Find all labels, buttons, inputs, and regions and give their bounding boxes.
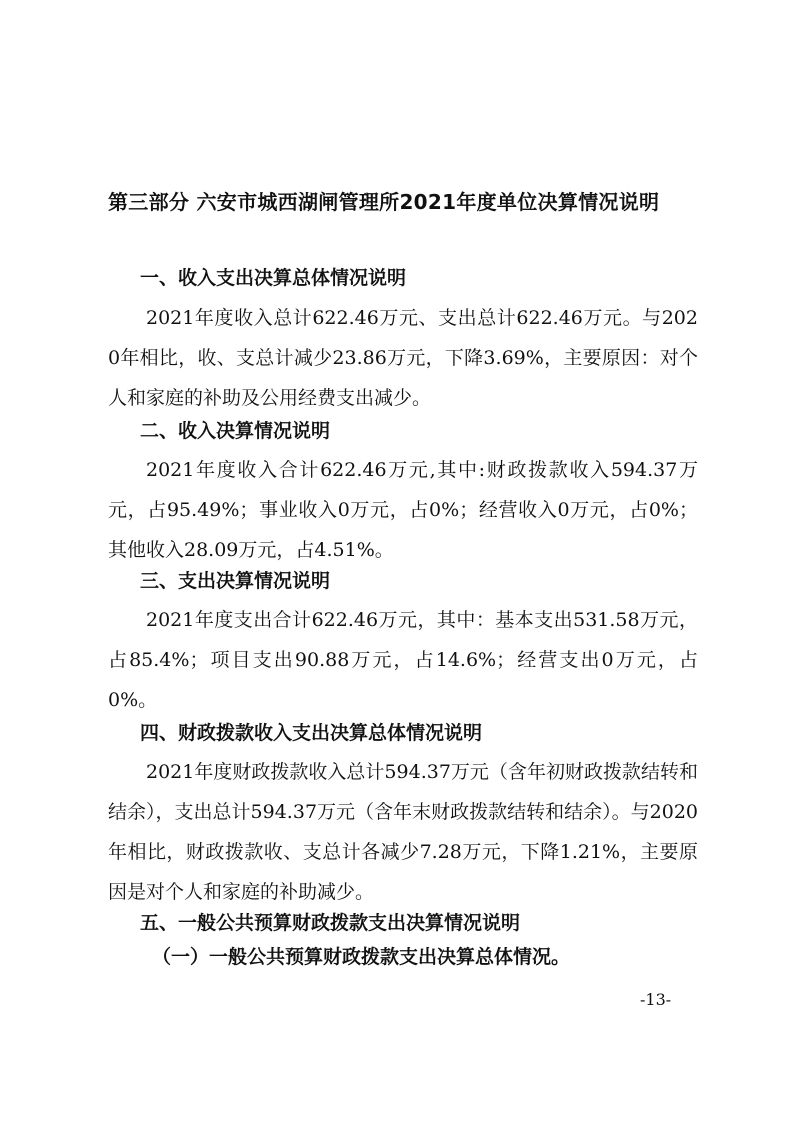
section-heading-5: 五、一般公共预算财政拨款支出决算情况说明 bbox=[140, 912, 521, 934]
subsection-heading: （一）一般公共预算财政拨款支出决算总体情况。 bbox=[152, 946, 571, 968]
section-paragraph-1: 2021年度收入总计622.46万元、支出总计622.46万元。与2020年相比，收、支总计减少23.86万元，下降3.69%，主要原因：对个人和家庭的补助及公用经费支出减少。 bbox=[108, 307, 698, 409]
section-heading-1: 一、收入支出决算总体情况说明 bbox=[140, 267, 407, 289]
section-heading-2: 二、收入决算情况说明 bbox=[140, 420, 331, 442]
section-paragraph-4: 2021年度财政拨款收入总计594.37万元（含年初财政拨款结转和结余），支出总计594.37万元（含年末财政拨款结转和结余）。与2020年相比，财政拨款收、支总计各减少7.28万元，下降1.21%，主要原因是对个人和家庭的补助减少。 bbox=[108, 761, 698, 903]
section-paragraph-2: 2021年度收入合计622.46万元,其中:财政拨款收入594.37万元，占95.49%；事业收入0万元，占0%；经营收入0万元，占0%；其他收入28.09万元，占4.51%。 bbox=[108, 459, 698, 561]
document-title: 第三部分 六安市城西湖闸管理所2021年度单位决算情况说明 bbox=[108, 190, 660, 214]
section-heading-4: 四、财政拨款收入支出决算总体情况说明 bbox=[140, 722, 483, 744]
section-paragraph-3: 2021年度支出合计622.46万元，其中：基本支出531.58万元，占85.4%；项目支出90.88万元，占14.6%；经营支出0万元，占0%。 bbox=[108, 609, 698, 711]
section-heading-3: 三、支出决算情况说明 bbox=[140, 570, 331, 592]
page-number: -13- bbox=[640, 990, 672, 1009]
